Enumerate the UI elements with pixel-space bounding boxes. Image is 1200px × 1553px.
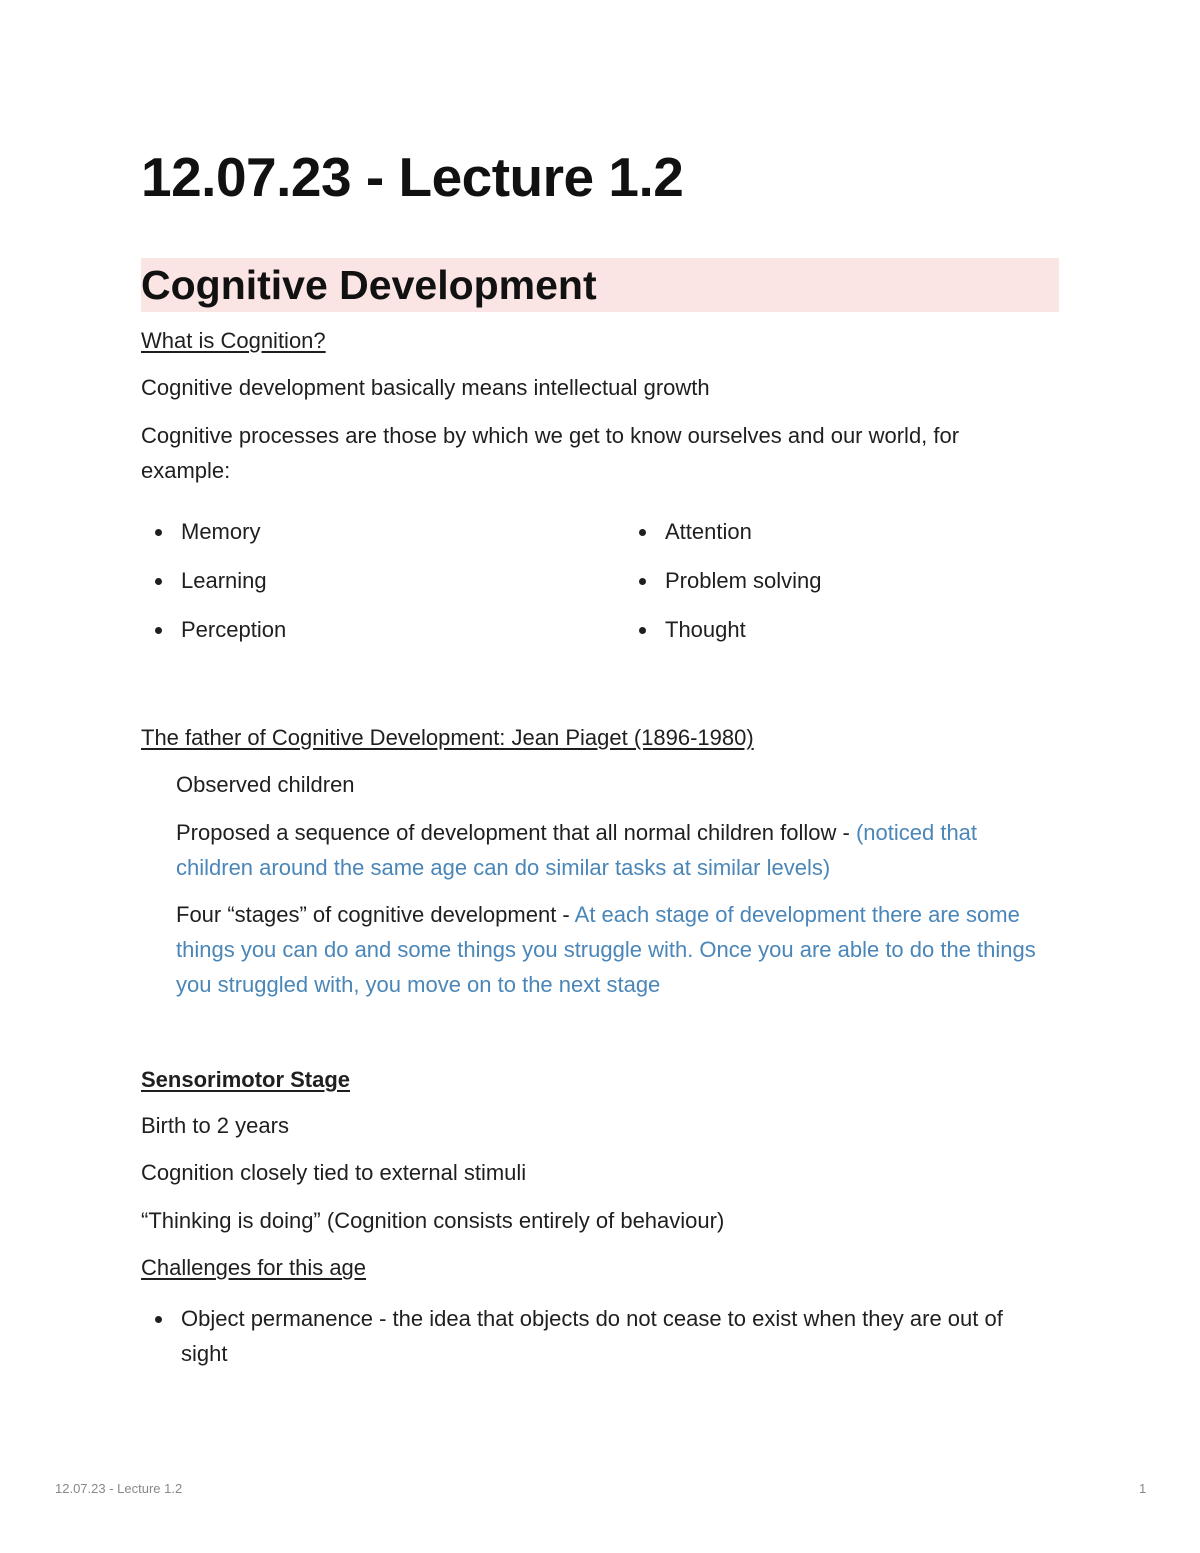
bullet-icon — [155, 1316, 162, 1323]
processes-intro: Cognitive processes are those by which we get to know ourselves and our world, for example: — [141, 423, 960, 483]
section-heading-highlight — [141, 258, 1059, 312]
bullet-icon — [639, 529, 646, 536]
bullet-icon — [155, 627, 162, 634]
list-item-text: Attention — [665, 519, 752, 544]
challenges-heading: Challenges for this age — [141, 1255, 367, 1280]
piaget-stages — [176, 897, 1056, 1002]
list-item-text: Object permanence - the idea that objects do not cease to exist when they are out of sight — [181, 1306, 1003, 1366]
piaget-heading: The father of Cognitive Development: Jean Piaget (1896-1980) — [141, 725, 754, 750]
bullet-icon — [639, 578, 646, 585]
footer-page-number: 1 — [1139, 1481, 1147, 1496]
list-item-text: Learning — [181, 568, 267, 593]
what-is-cognition-heading: What is Cognition? — [141, 328, 326, 353]
list-item-text: Thought — [665, 617, 746, 642]
piaget-observed: Observed children — [176, 772, 355, 797]
piaget-proposed — [176, 815, 1056, 885]
list-item-text: Perception — [181, 617, 287, 642]
piaget-stages-text: Four “stages” of cognitive development - — [176, 902, 575, 927]
section-heading: Cognitive Development — [141, 262, 597, 308]
sensorimotor-line2: “Thinking is doing” (Cognition consists entirely of behaviour) — [141, 1208, 725, 1233]
bullet-icon — [155, 529, 162, 536]
document-title: 12.07.23 - Lecture 1.2 — [141, 146, 684, 208]
bullet-icon — [155, 578, 162, 585]
sensorimotor-heading: Sensorimotor Stage — [141, 1067, 351, 1092]
sensorimotor-age: Birth to 2 years — [141, 1113, 289, 1138]
definition-line: Cognitive development basically means intellectual growth — [141, 375, 710, 400]
list-item — [155, 1301, 1055, 1373]
footer-doc-title: 12.07.23 - Lecture 1.2 — [55, 1481, 183, 1496]
piaget-stages-note: At each stage of development there are some things you can do and some things you struggle with. Once you are able to do the things you struggled with, you move on to the next stage — [176, 902, 1036, 997]
piaget-proposed-note: (noticed that children around the same age can do similar tasks at similar levels) — [176, 820, 978, 880]
bullet-icon — [639, 627, 646, 634]
list-item-text: Memory — [181, 519, 261, 544]
piaget-proposed-text: Proposed a sequence of development that all normal children follow - — [176, 820, 856, 845]
list-item-text: Problem solving — [665, 568, 822, 593]
sensorimotor-line1: Cognition closely tied to external stimuli — [141, 1160, 527, 1185]
